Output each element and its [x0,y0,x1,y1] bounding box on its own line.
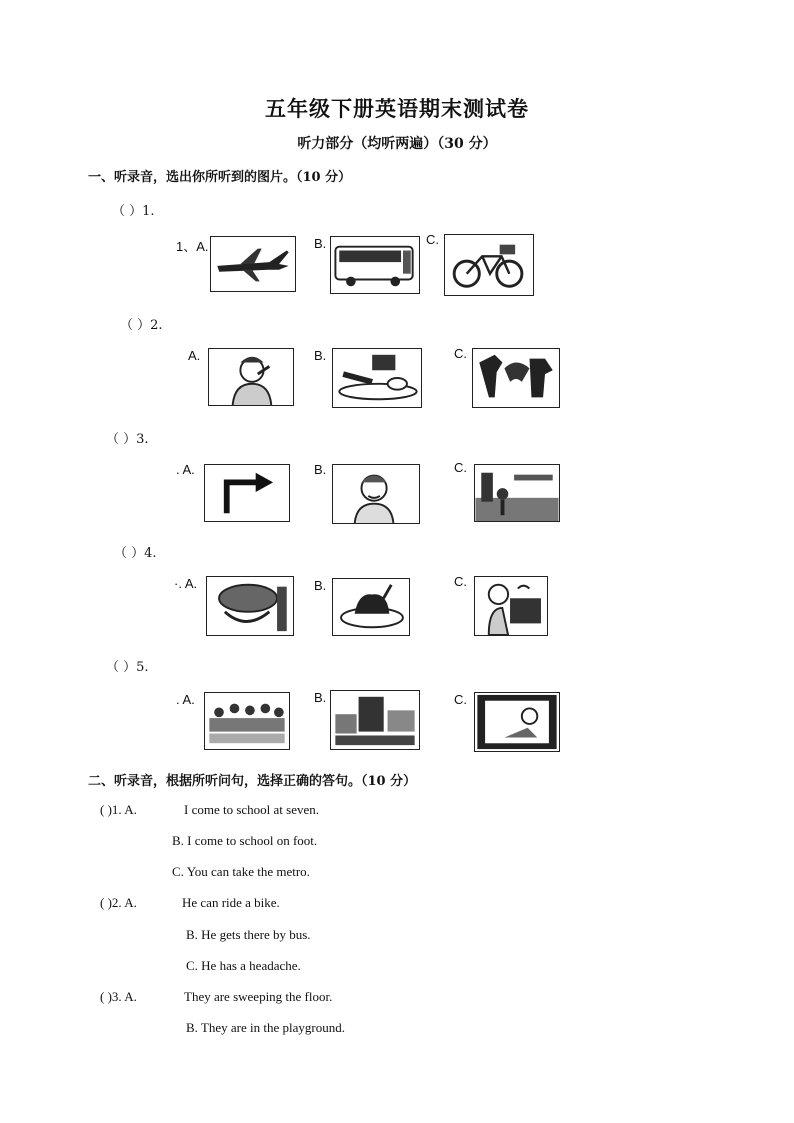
p2-q1-option-c: C. You can take the metro. [172,864,310,879]
cleaning-pot-icon [332,578,410,636]
clothes-icon [472,348,560,408]
q3-label-a: . A. [176,462,195,477]
p2-q2-option-a: He can ride a bike. [182,895,280,910]
q2-label-c: C. [454,346,467,361]
bicycle-icon [444,234,534,296]
p2-question-3-stem: ( )3. A. [100,989,137,1004]
q5-label-a: . A. [176,692,195,707]
question-5-stem: （ ）5. [106,660,149,675]
p2-q2-option-c: C. He has a headache. [186,958,301,973]
turn-right-arrow-icon [204,464,290,522]
q4-label-a: ·. A. [174,576,198,591]
p2-q3-option-a: They are sweeping the floor. [184,989,333,1004]
part2-heading: 二、听录音，根据所听问句，选择正确的答句。（10 分） [88,774,417,789]
washing-dishes-icon [332,348,422,408]
q5-label-b: B. [314,690,327,705]
airplane-icon [210,236,296,292]
question-4-stem: （ ）4. [114,546,157,561]
q5-label-c: C. [454,692,467,707]
q2-label-a: A. [188,348,201,363]
question-1-stem: （ ）1. [112,204,155,219]
q1-label-b: B. [314,236,327,251]
washing-face-icon [206,576,294,636]
q1-label-a: 1、A. [176,239,209,254]
p2-question-2-stem: ( )2. A. [100,895,137,910]
p2-q3-option-b: B. They are in the playground. [186,1020,345,1035]
brushing-teeth-icon [208,348,294,406]
q2-label-b: B. [314,348,327,363]
part1-heading: 一、听录音，选出你所听到的图片。（10 分） [88,170,352,185]
sick-boy-icon [332,464,420,524]
page-title: 五年级下册英语期末测试卷 [265,96,529,121]
question-3-stem: （ ）3. [106,432,149,447]
kitchen-icon [330,690,420,750]
p2-q2-option-b: B. He gets there by bus. [186,927,311,942]
page-subtitle: 听力部分（均听两遍）（30 分） [297,136,497,152]
street-scene-icon [474,464,560,522]
question-2-stem: （ ）2. [120,318,163,333]
p2-question-1-stem: ( )1. A. [100,802,137,817]
q3-label-c: C. [454,460,467,475]
q4-label-b: B. [314,578,327,593]
q4-label-c: C. [454,574,467,589]
watching-tv-icon [474,692,560,752]
p2-q1-option-a: I come to school at seven. [184,802,320,817]
q3-label-b: B. [314,462,327,477]
p2-q1-option-b: B. I come to school on foot. [172,833,318,848]
q1-label-c: C. [426,232,439,247]
cooking-icon [474,576,548,636]
bus-icon [330,236,420,294]
classroom-crowd-icon [204,692,290,750]
